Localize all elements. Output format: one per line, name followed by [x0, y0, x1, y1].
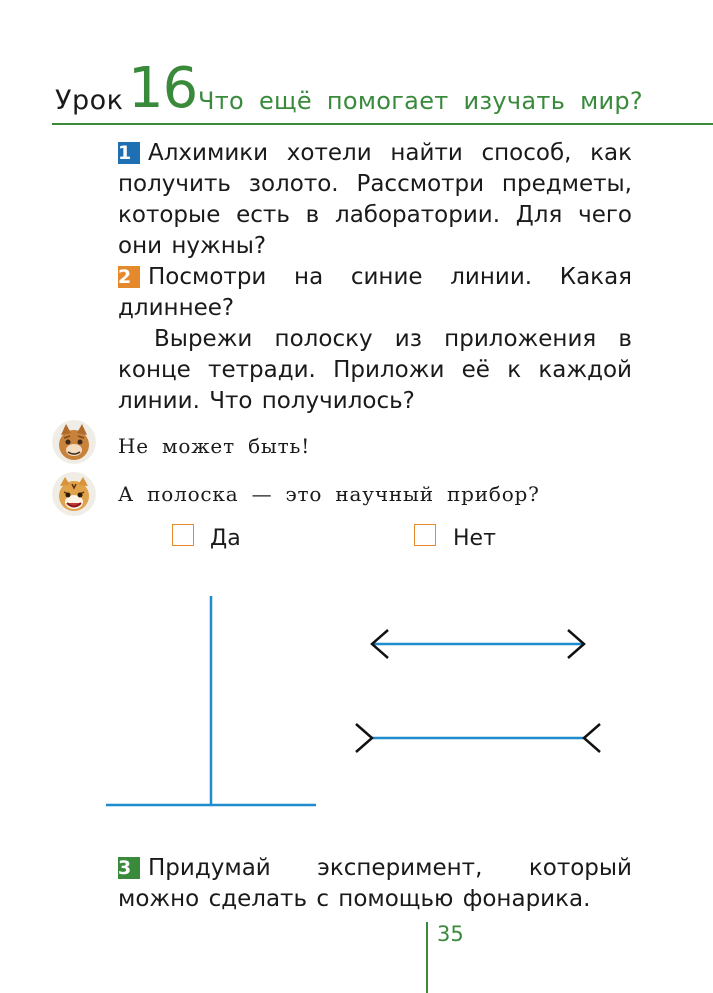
task-2: [118, 262, 632, 324]
tiger-character-icon: [52, 472, 96, 516]
task-1: [118, 138, 632, 262]
task-1-text: Алхимики хотели найти способ, как получить золото. Рассмотри предметы, которые есть в лаборатории. Для чего они нужны?: [118, 140, 632, 259]
no-label: Нет: [453, 526, 496, 551]
page-number-divider: [426, 922, 428, 993]
lesson-label: Урок: [55, 85, 124, 116]
cat-character-icon: [52, 420, 96, 464]
no-checkbox[interactable]: [414, 524, 436, 546]
task-3-text: Придумай эксперимент, который можно сделать с помощью фонарика.: [118, 855, 632, 912]
yes-label: Да: [210, 526, 241, 551]
task-2-paragraph: Вырежи полоску из приложения в конце тетради. Приложи её к каждой линии. Что получилось?: [118, 326, 632, 414]
task-2-badge: 2: [118, 266, 140, 288]
task-2-text: Посмотри на синие линии. Какая длиннее?: [118, 264, 632, 321]
page-title: Что ещё помогает изучать мир?: [198, 87, 643, 115]
task-3: [118, 853, 632, 915]
dialogue-line-2: А полоска — это научный прибор?: [118, 482, 540, 506]
task-3-badge: 3: [118, 857, 140, 879]
lesson-number: 16: [128, 56, 198, 121]
page-number: 35: [437, 922, 464, 946]
inverted-t-lines-icon: [100, 590, 325, 815]
header-divider: [52, 123, 713, 125]
task-1-badge: 1: [118, 142, 140, 164]
yes-checkbox[interactable]: [172, 524, 194, 546]
dialogue-line-1: Не может быть!: [118, 434, 311, 458]
muller-lyer-arrows-icon: [350, 620, 610, 760]
